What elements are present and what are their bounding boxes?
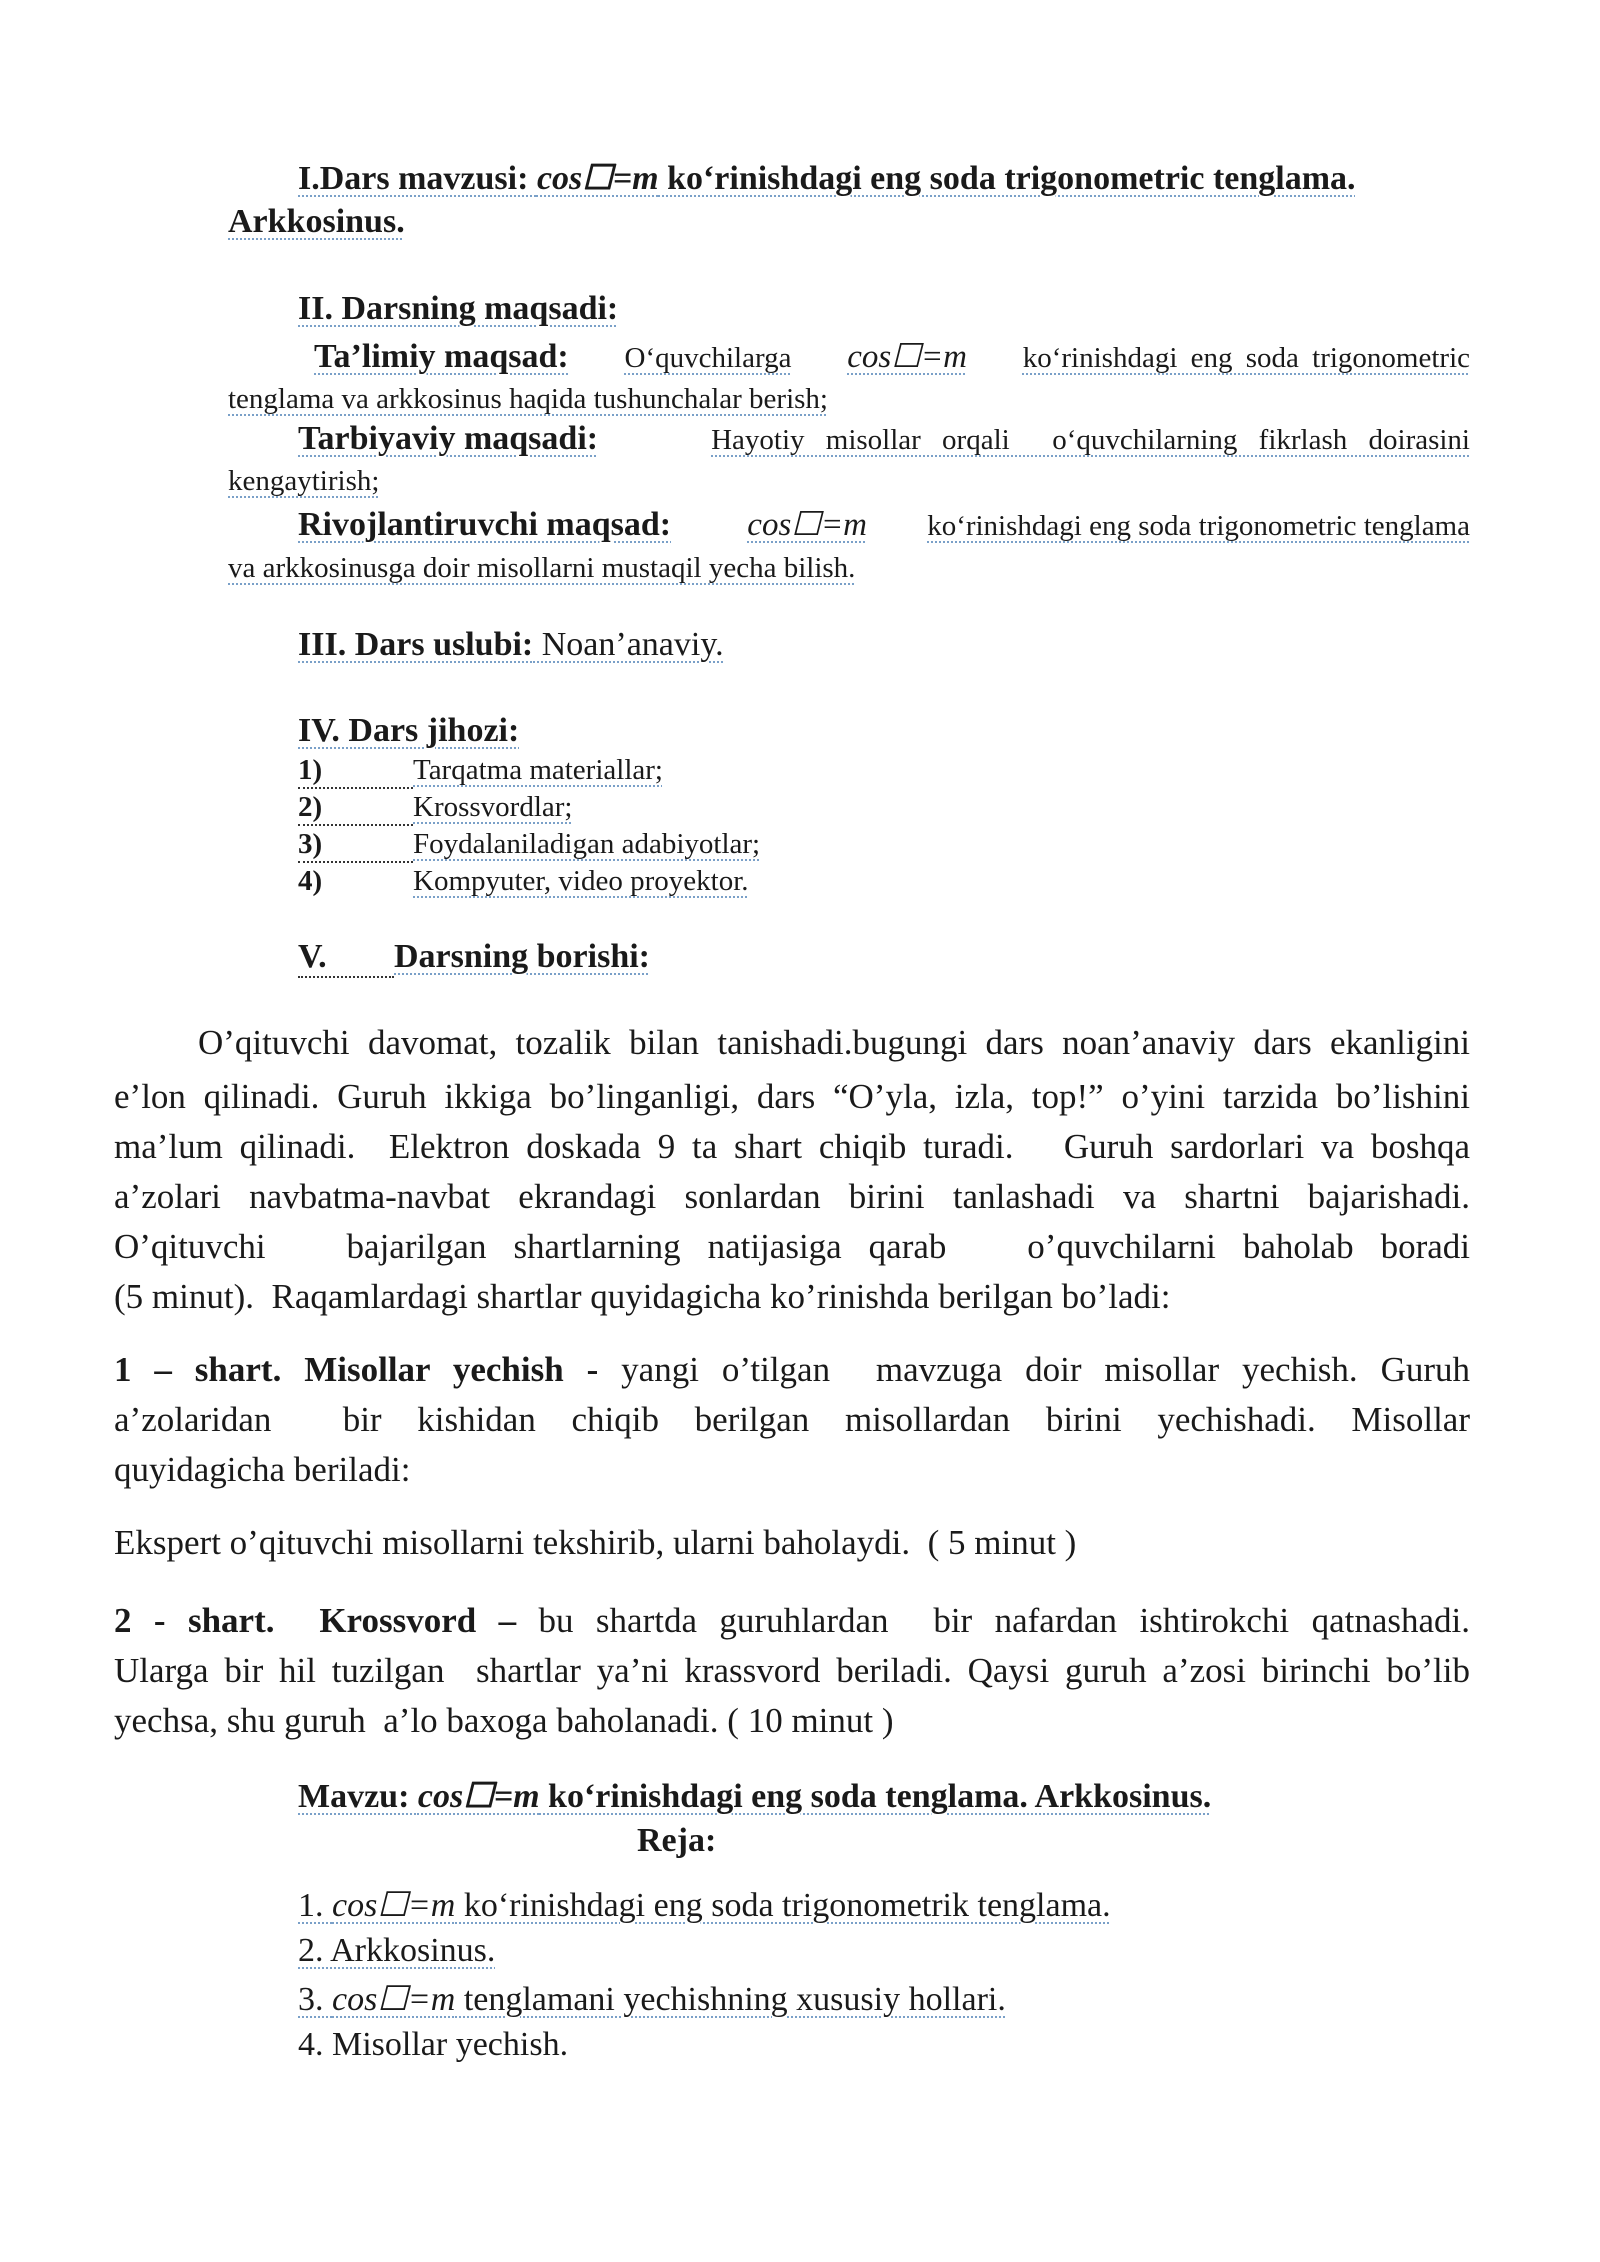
plan-item: 1. cos☐=m ko‘rinishdagi eng soda trigonometrik tenglama.	[298, 1887, 1111, 1924]
equipment-item: 1) Tarqatma materiallar;	[298, 754, 663, 789]
educational-goal: Ta’limiy maqsad: O‘quvchilarga cos☐=m ko‘rinishdagi eng soda trigonometric	[314, 338, 1470, 375]
plan-heading: Reja:	[637, 1822, 717, 1859]
plan-item: 4. Misollar yechish.	[298, 2026, 569, 2063]
equipment-item: 3) Foydalaniladigan adabiyotlar;	[298, 828, 760, 863]
task-1: 1 – shart. Misollar yechish - yangi o’tilgan mavzuga doir misollar yechish. Guruh a’zolaridan bir kishidan chiqib berilgan misollardan birini yechishadi. Misollar quyidagicha beriladi:	[114, 1350, 1471, 1489]
intro-paragraph: O’qituvchi davomat, tozalik bilan tanishadi.bugungi dars noan’anaviy dars ekanligini	[198, 1023, 1470, 1062]
lesson-title-line2: Arkkosinus.	[228, 203, 405, 240]
upbringing-goal-line2: kengaytirish;	[228, 465, 380, 497]
developmental-goal: Rivojlantiruvchi maqsad: cos☐=m ko‘rinishdagi eng soda trigonometric tenglama	[298, 506, 1470, 543]
plan-item: 2. Arkkosinus.	[298, 1932, 496, 1969]
topic-title: Mavzu: cos☐=m ko‘rinishdagi eng soda tenglama. Arkkosinus.	[298, 1778, 1212, 1815]
task-2: 2 - shart. Krossvord – bu shartda guruhlardan bir nafardan ishtirokchi qatnashadi. Ularga bir hil tuzilgan shartlar ya’ni krassvord beriladi. Qaysi guruh a’zosi birinchi bo’lib yechsa, shu guruh a’lo baxoga baholanadi. ( 10 minut )	[114, 1601, 1470, 1740]
lesson-title: I.Dars mavzusi: cos☐=m ko‘rinishdagi eng soda trigonometric tenglama.	[298, 160, 1356, 197]
plan-item: 3. cos☐=m tenglamani yechishning xususiy hollari.	[298, 1981, 1006, 2018]
equipment-heading: IV. Dars jihozi:	[298, 712, 520, 749]
lesson-progress-heading: V. Darsning borishi:	[298, 938, 650, 978]
educational-goal-line2: tenglama va arkkosinus haqida tushunchalar berish;	[228, 383, 828, 415]
developmental-goal-line2: va arkkosinusga doir misollarni mustaqil yecha bilish.	[228, 552, 856, 584]
intro-paragraph-body: e’lon qilinadi. Guruh ikkiga bo’linganligi, dars “O’yla, izla, top!” o’yini tarzida bo’lishini ma’lum qilinadi. Elektron doskada 9 ta shart chiqib turadi. Guruh sardorlari va boshqa a’zolari navbatma-navbat ekrandagi sonlardan birini tanlashadi va shartni bajarishadi. O’qituvchi bajarilgan shartlarning natijasiga qarab o’quvchilarni baholab boradi (5 minut). Raqamlardagi shartlar quyidagicha ko’rinishda berilgan bo’ladi:	[114, 1077, 1470, 1316]
expert-note: Ekspert o’qituvchi misollarni tekshirib, ularni baholaydi. ( 5 minut )	[114, 1523, 1077, 1562]
equipment-item: 4) Kompyuter, video proyektor.	[298, 865, 749, 897]
lesson-method: III. Dars uslubi: Noan’anaviy.	[298, 626, 724, 663]
upbringing-goal: Tarbiyaviy maqsadi: Hayotiy misollar orqali o‘quvchilarning fikrlash doirasini	[298, 420, 1470, 457]
goals-heading: II. Darsning maqsadi:	[298, 290, 619, 327]
equipment-item: 2) Krossvordlar;	[298, 791, 572, 826]
